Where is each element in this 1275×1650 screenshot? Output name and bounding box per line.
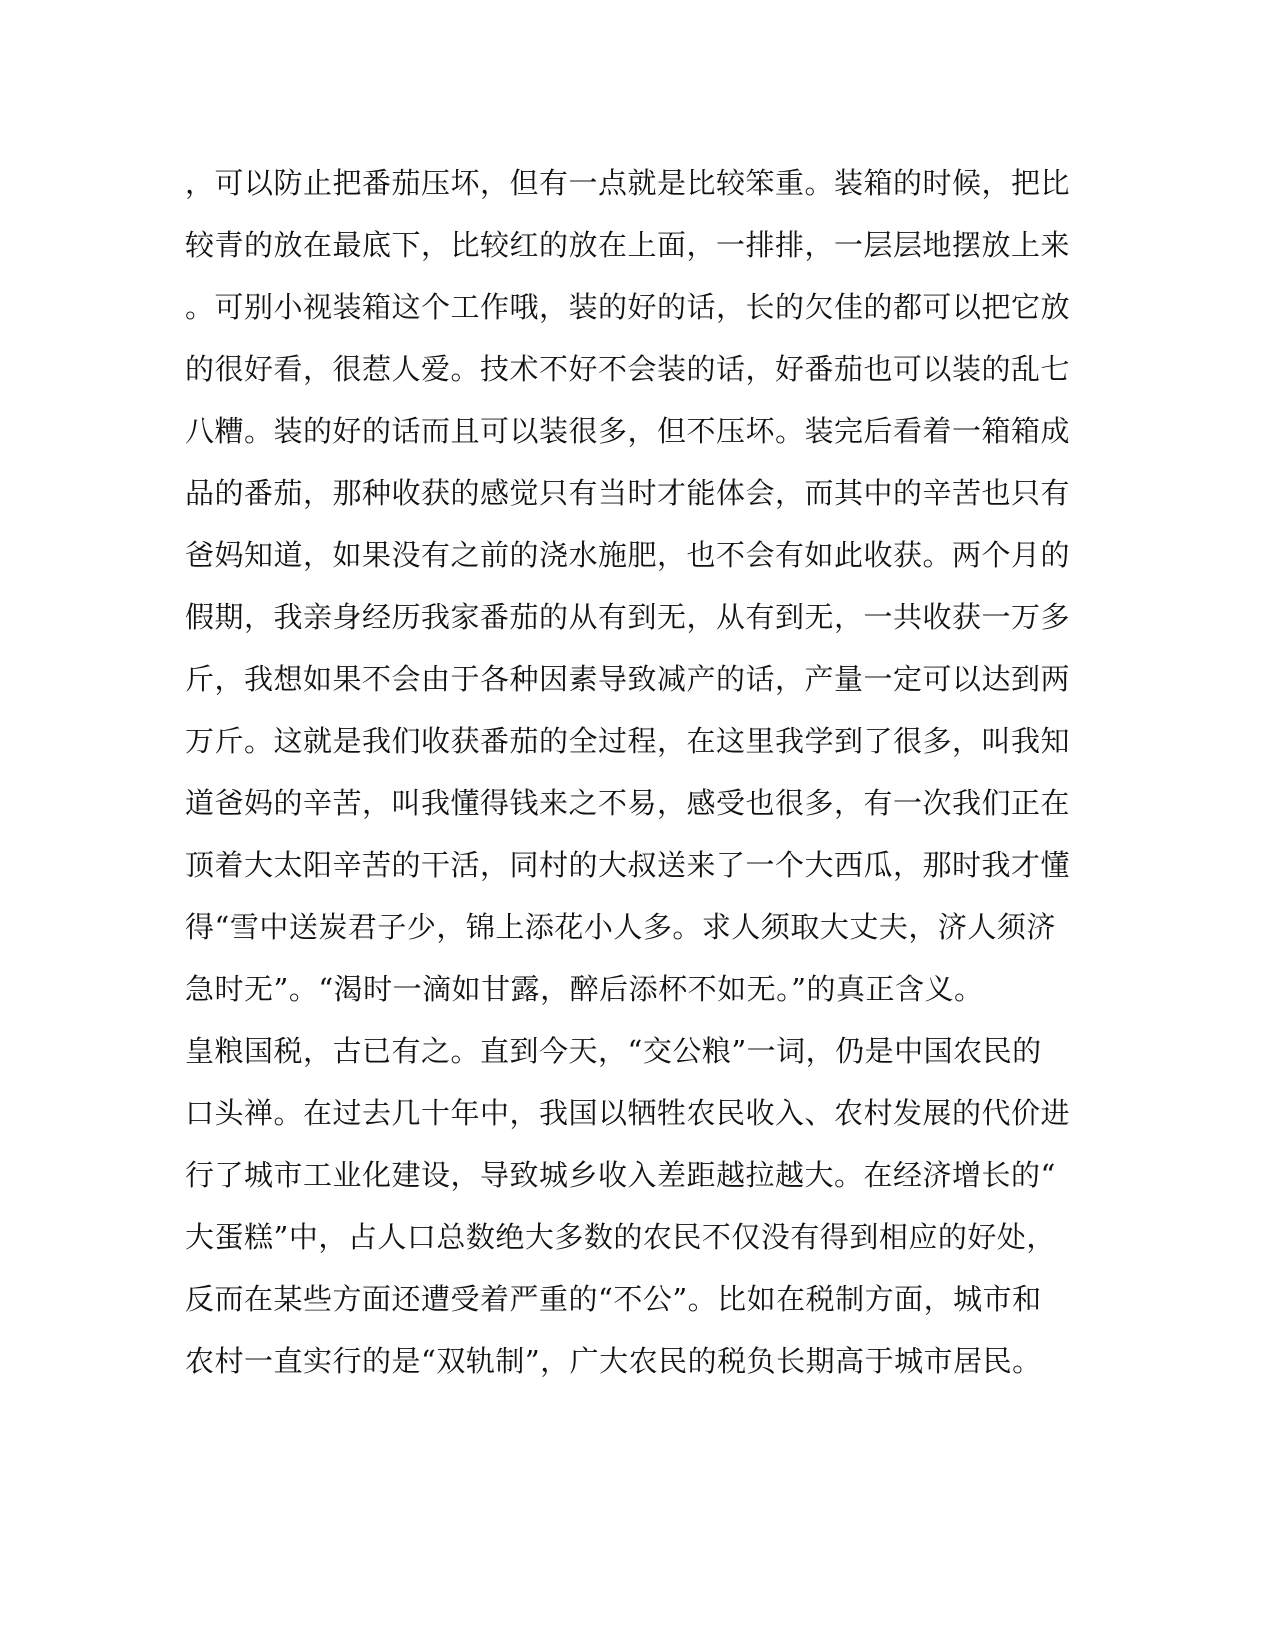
text-line: 爸妈知道，如果没有之前的浇水施肥，也不会有如此收获。两个月的 (185, 538, 1071, 572)
text-line: 的很好看，很惹人爱。技术不好不会装的话，好番茄也可以装的乱七 (185, 352, 1071, 386)
text-line: 道爸妈的辛苦，叫我懂得钱来之不易，感受也很多，有一次我们正在 (185, 786, 1071, 820)
text-line: 顶着大太阳辛苦的干活，同村的大叔送来了一个大西瓜，那时我才懂 (185, 848, 1071, 882)
text-line: 八糟。装的好的话而且可以装很多，但不压坏。装完后看着一箱箱成 (185, 414, 1071, 448)
text-line: 假期，我亲身经历我家番茄的从有到无，从有到无，一共收获一万多 (185, 600, 1071, 634)
text-line: 较青的放在最底下，比较红的放在上面，一排排，一层层地摆放上来 (185, 228, 1071, 262)
text-line: 急时无”。“渴时一滴如甘露，醉后添杯不如无。”的真正含义。 (185, 972, 984, 1006)
text-line: 。可别小视装箱这个工作哦，装的好的话，长的欠佳的都可以把它放 (185, 290, 1071, 324)
text-line: 斤，我想如果不会由于各种因素导致减产的话，产量一定可以达到两 (185, 662, 1071, 696)
text-line: 得“雪中送炭君子少，锦上添花小人多。求人须取大丈夫，济人须济 (185, 910, 1056, 944)
text-line: 口头禅。在过去几十年中，我国以牺牲农民收入、农村发展的代价进 (185, 1096, 1071, 1130)
text-line: 皇粮国税，古已有之。直到今天，“交公粮”一词，仍是中国农民的 (185, 1034, 1042, 1068)
text-line: 大蛋糕”中，占人口总数绝大多数的农民不仅没有得到相应的好处， (185, 1220, 1056, 1254)
text-line: 品的番茄，那种收获的感觉只有当时才能体会，而其中的辛苦也只有 (185, 476, 1071, 510)
text-line: ，可以防止把番茄压坏，但有一点就是比较笨重。装箱的时候，把比 (185, 166, 1071, 200)
text-line: 农村一直实行的是“双轨制”，广大农民的税负长期高于城市居民。 (185, 1344, 1042, 1378)
text-line: 万斤。这就是我们收获番茄的全过程，在这里我学到了很多，叫我知 (185, 724, 1071, 758)
text-line: 行了城市工业化建设，导致城乡收入差距越拉越大。在经济增长的“ (185, 1158, 1056, 1192)
text-line: 反而在某些方面还遭受着严重的“不公”。比如在税制方面，城市和 (185, 1282, 1042, 1316)
body-text (185, 152, 1071, 1392)
